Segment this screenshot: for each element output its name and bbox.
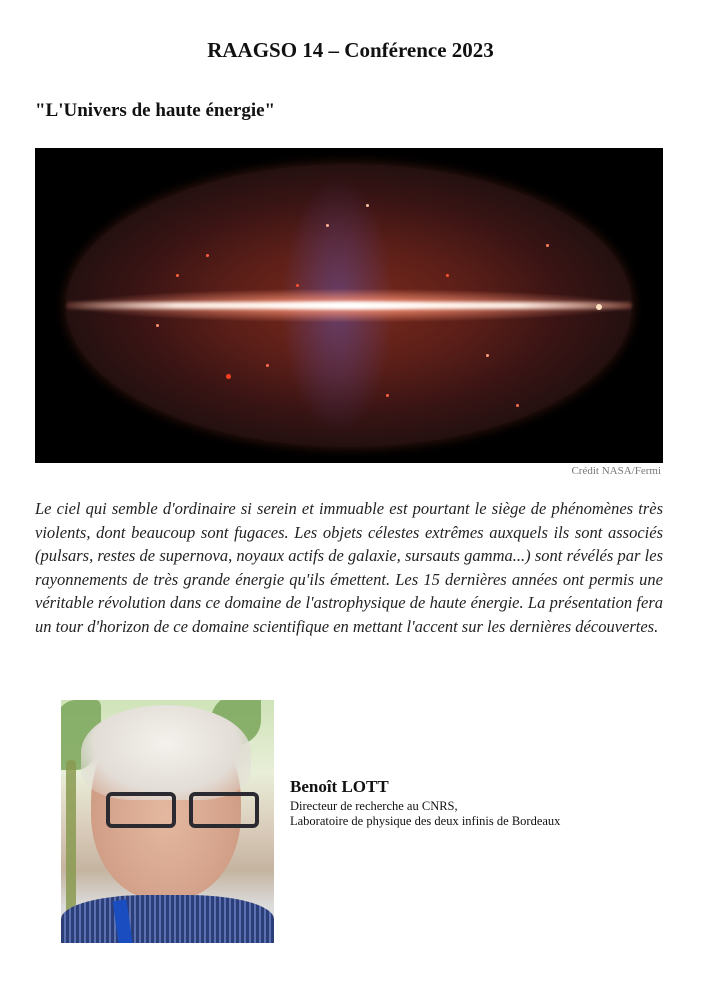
abstract-text: Le ciel qui semble d'ordinaire si serein et immuable est pourtant le siège de phénomènes très violents, dont beaucoup sont fugaces. Les objets célestes extrêmes auxquels ils sont associés (pulsars, restes de supernova, noyaux actifs de galaxie, sursauts gamma...) sont révélés par les rayonnements de très grande énergie qu'ils émettent. Les 15 dernières années ont permis une véritable révolution dans ce domaine de l'astrophysique de haute énergie. La présentation fera un tour d'horizon de ce domaine scientifique en mettant l'accent sur les dernières découvertes. [35, 499, 663, 636]
speaker-photo [61, 700, 274, 943]
sky-ellipse [66, 164, 632, 447]
speaker-shirt [61, 895, 274, 943]
galactic-plane [66, 302, 632, 309]
glasses-left [106, 792, 176, 828]
page-title: RAAGSO 14 – Conférence 2023 [207, 38, 494, 62]
speaker-role-line2: Laboratoire de physique des deux infinis de Bordeaux [290, 814, 561, 828]
speaker-role-line1: Directeur de recherche au CNRS, [290, 799, 458, 813]
talk-title: "L'Univers de haute énergie" [35, 100, 276, 121]
speaker-hair [81, 705, 251, 800]
speaker-name: Benoît LOTT [290, 777, 389, 796]
glasses-right [189, 792, 259, 828]
image-credit: Crédit NASA/Fermi [571, 465, 661, 477]
speaker-role [290, 799, 560, 829]
all-sky-map-image [35, 148, 663, 463]
